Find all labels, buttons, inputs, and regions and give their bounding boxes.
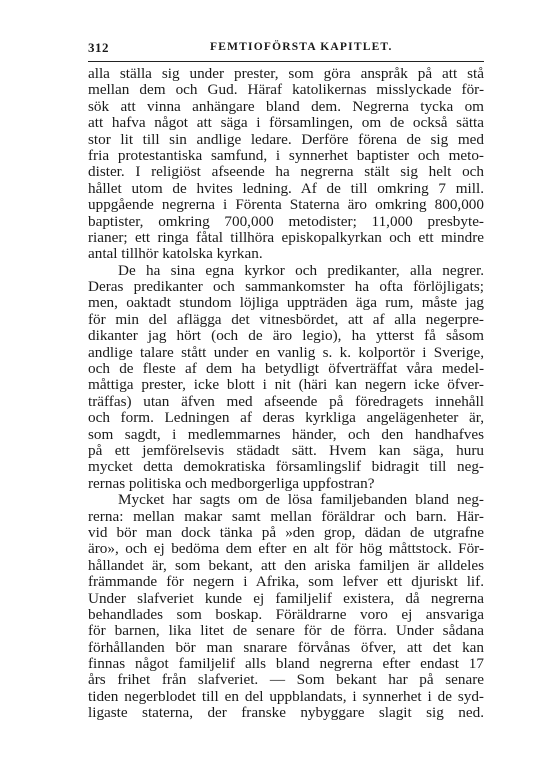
text-line: alla ställa sig under prester, som göra anspråk på att stå — [88, 65, 484, 82]
text-line: förhållanden bör man snarare förvånas öfver, att det kan — [88, 638, 484, 656]
paragraph-end-line: antal tillhör katolska kyrkan. — [88, 245, 263, 263]
text-line: finnas något familjelif alls bland negrerna efter endast 17 — [88, 655, 484, 673]
text-line: på ett jemförelsevis städadt sätt. Hvem kan säga, huru — [88, 441, 484, 459]
text-line: uppgående negrerna i Förenta Staterna äro omkring 800,000 — [88, 196, 484, 214]
page-number: 312 — [88, 40, 109, 55]
text-line: hållet utom de hvites ledning. Af de till omkring 7 mill. — [88, 179, 484, 197]
text-line: stor lit till sin andlige ledare. Derföre förena de sig med — [88, 130, 484, 148]
text-line: och de fleste af dem ha betydligt öfverträffat våra medel- — [88, 360, 484, 378]
text-line: rerna: mellan makar samt mellan föräldrar och barn. Här- — [88, 507, 484, 525]
running-head — [88, 40, 484, 60]
text-line: fria protestantiska samfund, i synnerhet baptister och meto- — [88, 146, 484, 164]
paragraph-end-line: rernas politiska och medborgerliga uppfostran? — [88, 474, 375, 492]
text-line: dikanter jag hört (och de äro legio), ha ytterst få såsom — [88, 327, 484, 345]
text-line: hållandet är, som bekant, att den ariska familjen är alldeles — [88, 556, 484, 574]
text-line: rianer; ett ringa fåtal tillhöra episkopalkyrkan och ett mindre — [88, 228, 484, 246]
text-line: och form. Ledningen af deras kyrkliga angelägenheter är, — [88, 409, 484, 427]
text-line: träffas) utan äfven med afseende på föredragets innehåll — [88, 392, 484, 410]
text-line: för min del aflägga det vitnesbördet, att af alla negerpre- — [88, 310, 484, 328]
text-line: för barnen, lika litet de senare för de förra. Under sådana — [88, 622, 484, 640]
header-rule — [88, 61, 484, 62]
text-line: Under slafveriet kunde ej familjelif existera, då negrerna — [88, 589, 484, 607]
text-line: mellan dem och Gud. Häraf katolikernas misslyckade för- — [88, 81, 484, 99]
running-title: FEMTIOFÖRSTA KAPITLET. — [210, 41, 393, 53]
text-line: men, oaktadt stundom löjliga uppträden äga rum, måste jag — [88, 294, 484, 312]
text-line: tiden negerblodet till en del uppblandats, i synnerhet i de syd- — [88, 687, 484, 705]
text-line: ligaste staterna, der franske nybyggare slagit sig ned. — [88, 704, 484, 722]
text-line: vid bör man dock tänka på »den grop, dädan de utgrafne — [88, 523, 484, 541]
text-line: års frihet från slafveriet. — Som bekant har på senare — [88, 671, 484, 689]
text-line: Deras predikanter och sammankomster ha ofta förlöjligats; — [88, 278, 484, 296]
paragraph-start-line: De ha sina egna kyrkor och predikanter, alla negrer. — [118, 261, 484, 279]
text-line: baptister, omkring 700,000 metodister; 11,000 presbyte- — [88, 212, 484, 230]
text-line: mycket detta demokratiska församlingslif bidragit till neg- — [88, 458, 484, 476]
text-line: att hafva något att säga i församlingen, om de också sätta — [88, 114, 484, 132]
body-text — [88, 66, 484, 722]
text-line: äro», och ej bedöma dem efter en alt för hög måttstock. För- — [88, 540, 484, 558]
paragraph-start-line: Mycket har sagts om de lösa familjebanden bland neg- — [118, 491, 484, 509]
text-line: andlige talare stått under en vanlig s. k. kolportör i Sverige, — [88, 343, 484, 361]
text-line: behandlades som boskap. Föräldrarne voro ej ansvariga — [88, 605, 484, 623]
text-line: som sagdt, i medlemmarnes händer, och den handhafves — [88, 425, 484, 443]
text-line: främmande för negern i Afrika, som lefver ett djuriskt lif. — [88, 573, 484, 591]
text-line: dister. I religiöst afseende ha negrerna stält sig helt och — [88, 163, 484, 181]
text-line: måttiga prester, icke blott i nit (häri kan negern icke öfver- — [88, 376, 484, 394]
text-line: sök att vinna anhängare bland dem. Negrerna tycka om — [88, 97, 484, 115]
